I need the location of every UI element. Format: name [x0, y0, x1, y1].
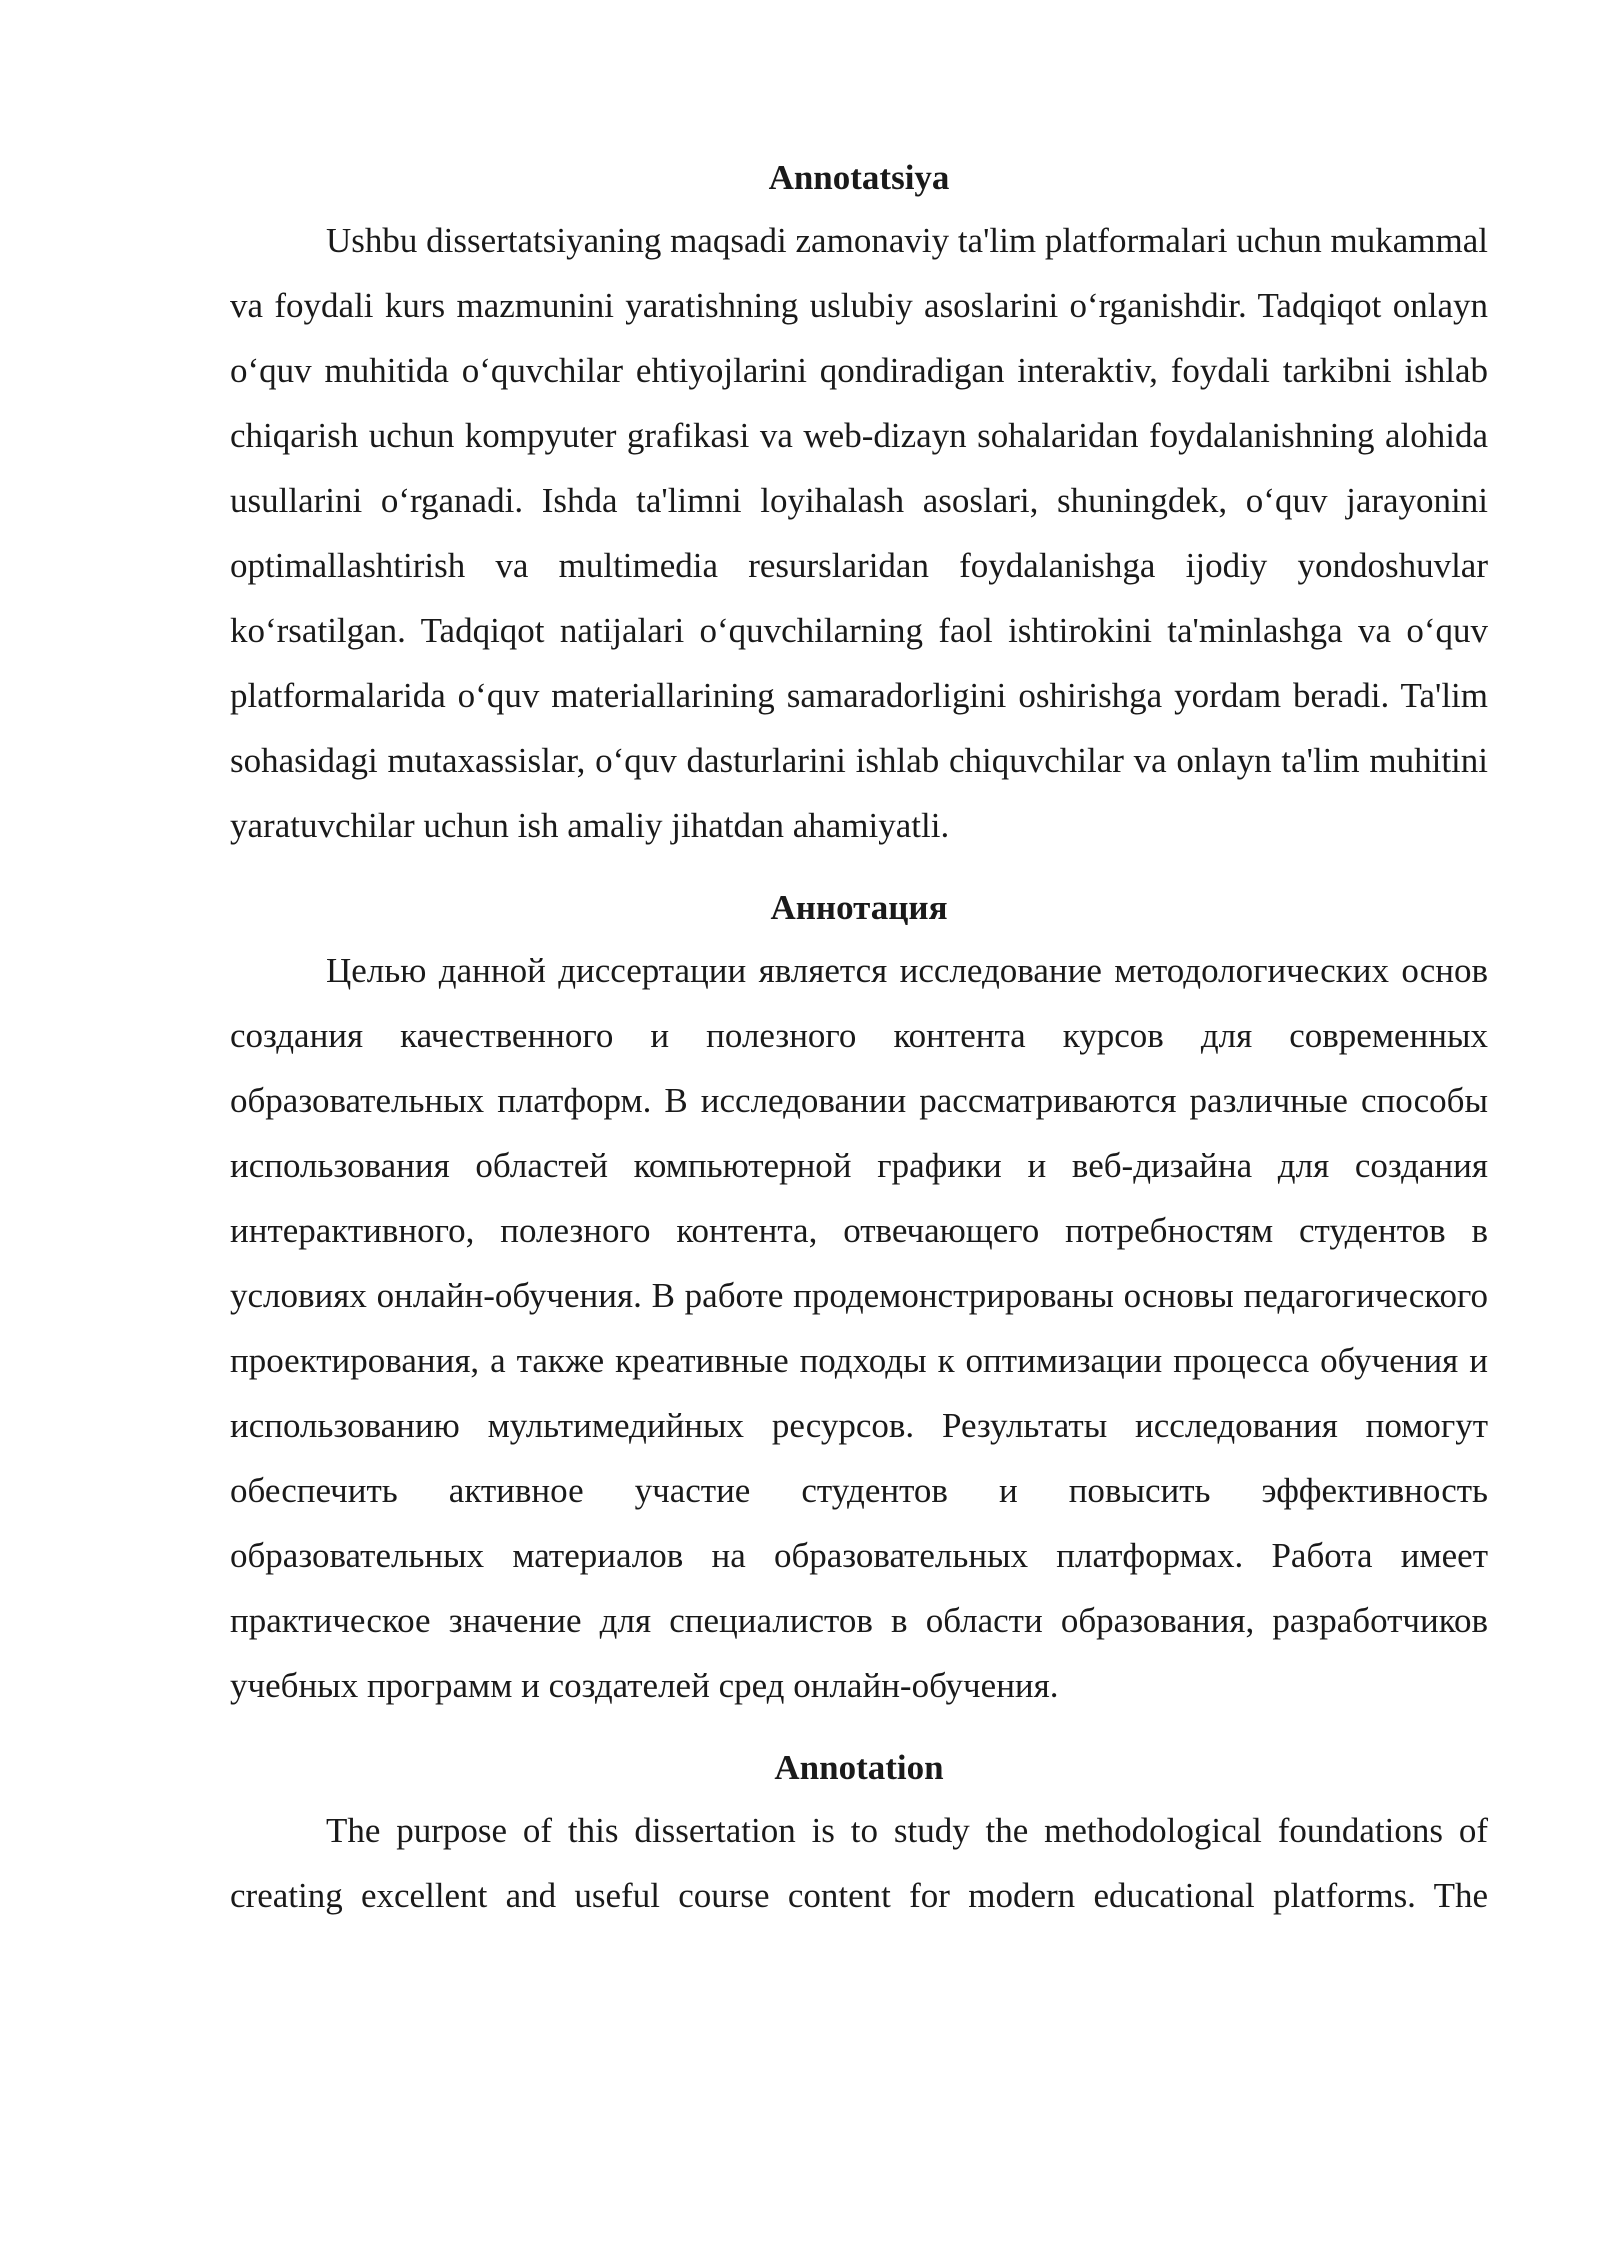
section-gap [230, 858, 1488, 878]
section-gap [230, 1718, 1488, 1738]
paragraph-english: The purpose of this dissertation is to study the methodological foundations of creating excellent and useful course content for modern educational platforms. The [230, 1811, 1488, 1915]
section-title-uzbek: Annotatsiya [768, 158, 950, 197]
document-content [230, 148, 1488, 1928]
section-title-russian: Аннотация [770, 888, 948, 927]
paragraph-russian: Целью данной диссертации является исследование методологических основ создания качественного и полезного контента курсов для современных образовательных платформ. В исследовании рассматриваются различные способы использования областей компьютерной графики и веб-дизайна для создания интерактивного, полезного контента, отвечающего потребностям студентов в условиях онлайн-обучения. В работе продемонстрированы основы педагогического проектирования, а также креативные подходы к оптимизации процесса обучения и использованию мультимедийных ресурсов. Результаты исследования помогут обеспечить активное участие студентов и повысить эффективность образовательных материалов на образовательных платформах. Работа имеет практическое значение для специалистов в области образования, разработчиков учебных программ и создателей сред онлайн-обучения. [230, 951, 1488, 1705]
section-title-english: Annotation [774, 1748, 944, 1787]
paragraph-uzbek: Ushbu dissertatsiyaning maqsadi zamonaviy ta'lim platformalari uchun mukammal va foydali kurs mazmunini yaratishning uslubiy asoslarini oʻrganishdir. Tadqiqot onlayn oʻquv muhitida oʻquvchilar ehtiyojlarini qondiradigan interaktiv, foydali tarkibni ishlab chiqarish uchun kompyuter grafikasi va web-dizayn sohalaridan foydalanishning alohida usullarini oʻrganadi. Ishda ta'limni loyihalash asoslari, shuningdek, oʻquv jarayonini optimallashtirish va multimedia resurslaridan foydalanishga ijodiy yondoshuvlar koʻrsatilgan. Tadqiqot natijalari oʻquvchilarning faol ishtirokini ta'minlashga va oʻquv platformalarida oʻquv materiallarining samaradorligini oshirishga yordam beradi. Ta'lim sohasidagi mutaxassislar, oʻquv dasturlarini ishlab chiquvchilar va onlayn ta'lim muhitini yaratuvchilar uchun ish amaliy jihatdan ahamiyatli. [230, 221, 1489, 845]
